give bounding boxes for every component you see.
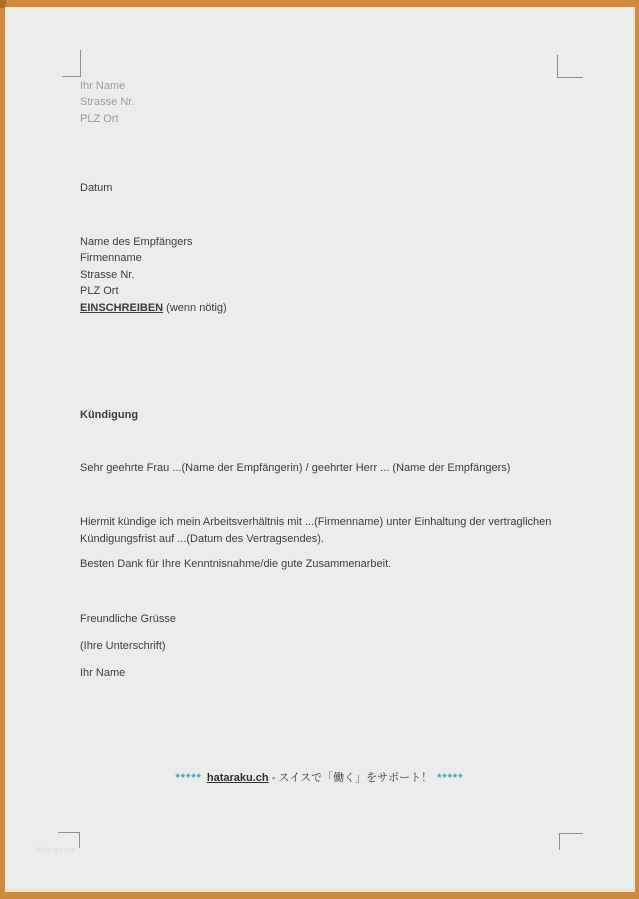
recipient-city: PLZ Ort <box>80 285 119 298</box>
body-paragraph-1-line-1: Hiermit kündige ich mein Arbeitsverhältnis mit ...(Firmenname) unter Einhaltung der vertraglichen <box>80 516 552 528</box>
fold-mark-bottom-right <box>559 833 583 850</box>
sender-name: Ihr Name <box>80 80 126 92</box>
recipient-address-block <box>80 234 227 316</box>
registered-mail-line <box>80 300 227 316</box>
footer-site-link[interactable]: hataraku.ch <box>206 772 269 784</box>
subject-line: Kündigung <box>80 409 139 421</box>
closing-regards: Freundliche Grüsse <box>80 613 176 625</box>
closing-name: Ihr Name <box>80 667 126 679</box>
registered-mail-keyword: EINSCHREIBEN <box>80 301 164 314</box>
footer-tagline: スイスで「働く」をサポート！ <box>278 772 433 784</box>
sender-street: Strasse Nr. <box>80 96 135 109</box>
sender-city: PLZ Ort <box>80 112 119 125</box>
fold-mark-top-right <box>557 55 583 78</box>
signature-hint: (Ihre Unterschrift) <box>80 640 166 652</box>
footer-stars-left: ***** <box>175 772 202 784</box>
body-paragraph-1-line-2: Kündigungsfrist auf ...(Datum des Vertragsendes). <box>80 533 324 545</box>
footer-stars-right: ***** <box>437 772 464 784</box>
salutation-line: Sehr geehrte Frau ...(Name der Empfängerin) / geehrter Herr ... (Name der Empfängers) <box>80 462 511 474</box>
registered-mail-note: (wenn nötig) <box>163 301 227 314</box>
footer-separator: - <box>268 772 279 784</box>
sender-address-block <box>80 78 134 127</box>
recipient-street: Strasse Nr. <box>80 268 135 281</box>
footer-promo-line <box>0 769 639 785</box>
date-label: Datum <box>80 182 113 194</box>
body-paragraph-2: Besten Dank für Ihre Kenntnisnahme/die gute Zusammenarbeit. <box>80 558 392 570</box>
recipient-name: Name des Empfängers <box>80 236 193 248</box>
fold-mark-top-left <box>62 50 81 77</box>
watermark-text: tinygood <box>37 845 76 855</box>
letter-page <box>5 7 635 892</box>
recipient-company: Firmenname <box>80 252 142 265</box>
body-paragraph-1 <box>80 514 551 548</box>
